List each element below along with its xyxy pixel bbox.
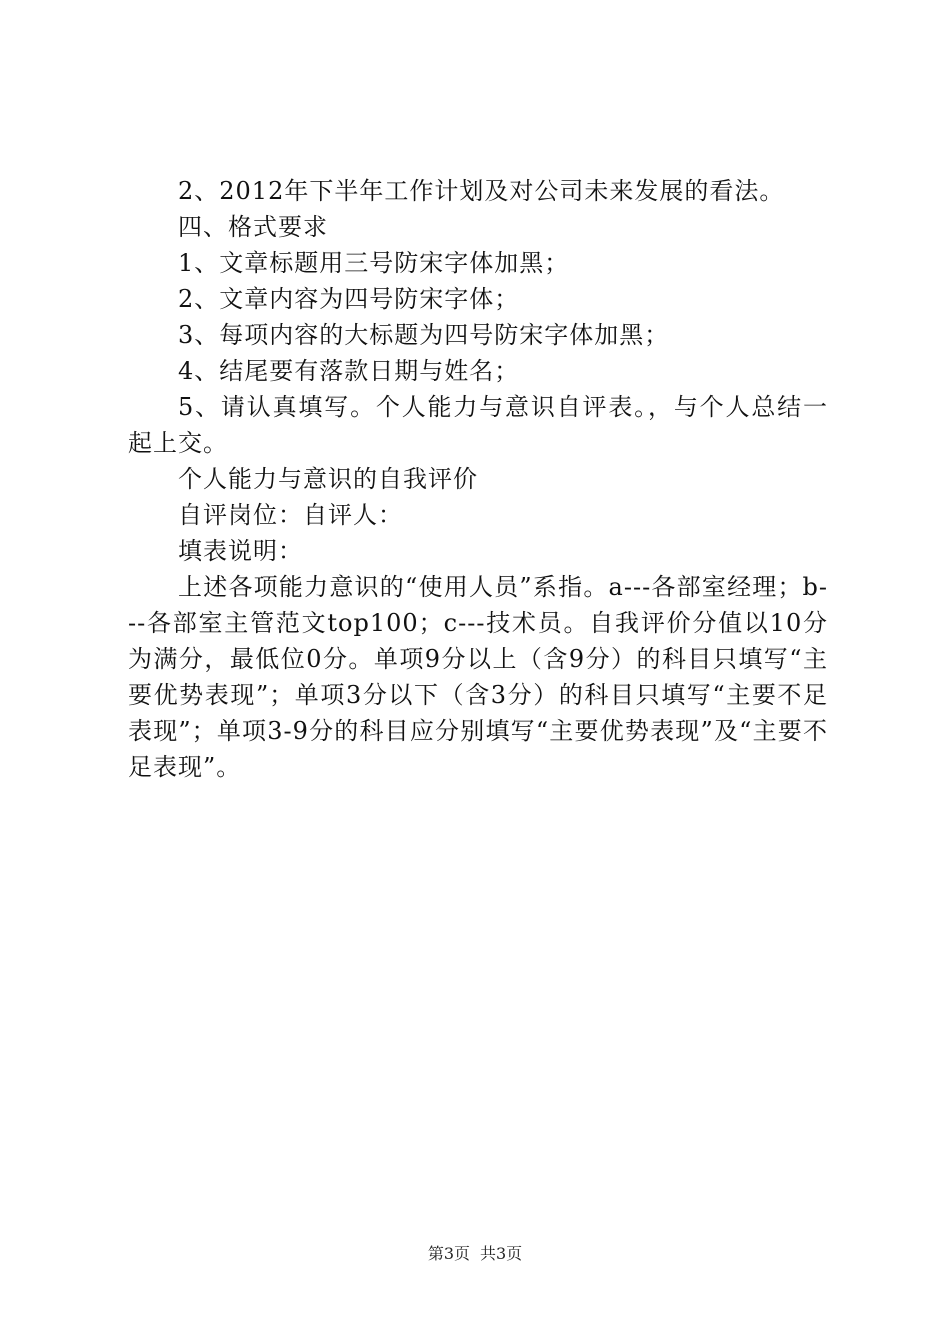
- format-item-3: 3、每项内容的大标题为四号防宋字体加黑；: [178, 321, 670, 349]
- format-item-5: 5、请认真填写。个人能力与意识自评表。，与个人总结一起上交。: [128, 393, 828, 457]
- page-total: 共3页: [480, 1244, 523, 1263]
- document-body: [128, 173, 828, 785]
- format-item-1: 1、文章标题用三号防宋字体加黑；: [178, 249, 570, 277]
- instructions-paragraph: 上述各项能力意识的“使用人员”系指。a---各部室经理；b---各部室主管范文top100；c---技术员。自我评价分值以10分为满分，最低位0分。单项9分以上（含9分）的科目只填写“主要优势表现”；单项3分以下（含3分）的科目只填写“主要不足表现”；单项3-9分的科目应分别填写“主要优势表现”及“主要不足表现”。: [128, 573, 828, 781]
- instructions-heading: 填表说明：: [178, 537, 303, 565]
- evaluation-position-line: 自评岗位：自评人：: [178, 501, 403, 529]
- format-item-4: 4、结尾要有落款日期与姓名；: [178, 357, 520, 385]
- format-item-2: 2、文章内容为四号防宋字体；: [178, 285, 520, 313]
- page-number: 第3页: [427, 1244, 470, 1263]
- section-heading-format: 四、格式要求: [178, 213, 328, 241]
- plan-item-2: 2、2012年下半年工作计划及对公司未来发展的看法。: [178, 177, 785, 205]
- page-footer: [0, 1243, 950, 1265]
- evaluation-title: 个人能力与意识的自我评价: [178, 465, 478, 493]
